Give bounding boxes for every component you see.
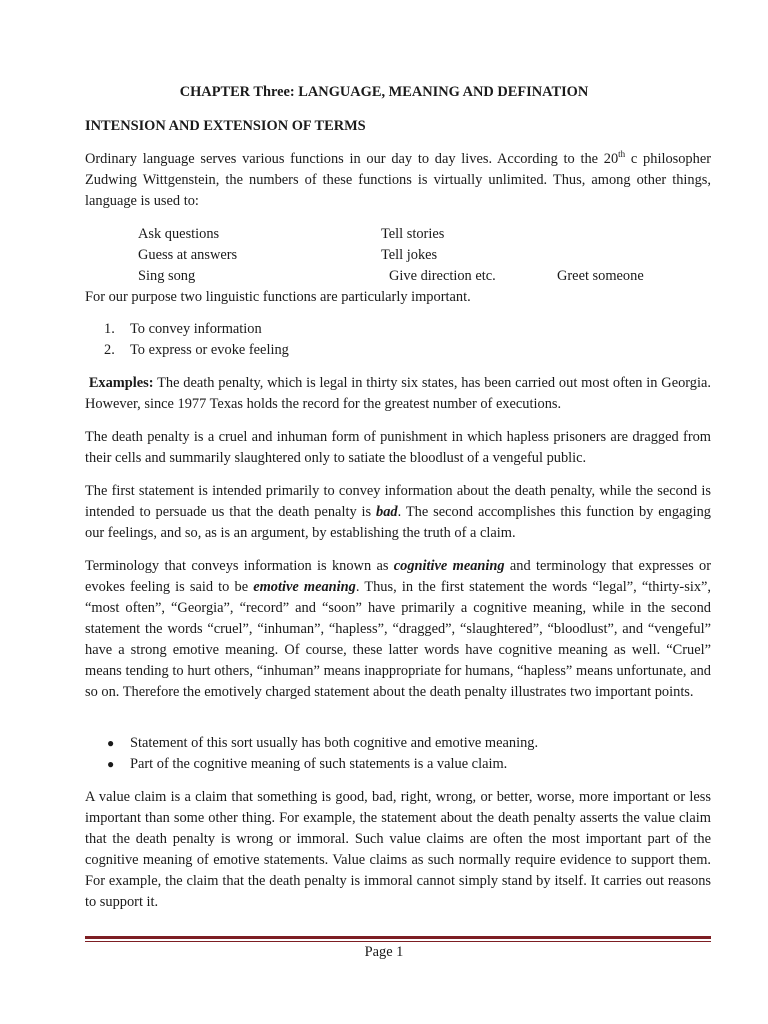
terminology-text-2: and terminology that expresses or evokes feeling is said to be <box>85 558 712 595</box>
use-greet-someone: Greet someone <box>557 268 644 284</box>
intro-superscript: th <box>618 149 626 160</box>
bullet-list <box>107 733 538 775</box>
intro-paragraph <box>85 149 711 212</box>
terminology-paragraph <box>85 556 711 703</box>
intro-text-2: c philosopher Zudwing Wittgenstein, the numbers of these functions is virtually unlimited. Thus, among other things, language is used to: <box>85 151 712 209</box>
chapter-title: CHAPTER Three: LANGUAGE, MEANING AND DEFINATION <box>179 84 589 100</box>
first-text-1: The first statement is intended primarily to convey information about the death penalty, while the second is intended to persuade us that the death penalty is <box>85 483 711 520</box>
section-heading: INTENSION AND EXTENSION OF TERMS <box>85 118 366 134</box>
first-statement-paragraph <box>85 481 711 544</box>
page-number: Page 1 <box>364 944 404 960</box>
functions-list <box>104 319 289 361</box>
bullet-icon: ● <box>107 736 115 750</box>
first-text-2: . The second accomplishes this function by engaging our feelings, and so, as is an argument, by establishing the truth of a claim. <box>85 504 711 541</box>
intro-text-1: Ordinary language serves various functions in our day to day lives. According to the 20 <box>85 151 619 167</box>
bullet-item <box>107 754 538 775</box>
list-item <box>104 340 289 361</box>
list-text: To express or evoke feeling <box>130 342 289 358</box>
value-claim-paragraph: A value claim is a claim that something is good, bad, right, wrong, or better, worse, more important or less important than some other thing. For example, the statement about the death penalty asserts the value claim that the death penalty is wrong or immoral. Such value claims are often the most important part of the cognitive meaning of emotive statements. Value claims as such normally require evidence to support them. For example, the claim that the death penalty is immoral cannot simply stand by itself. It carries out reasons to support it. <box>85 789 711 910</box>
purpose-line: For our purpose two linguistic functions are particularly important. <box>85 289 471 305</box>
bullet-item <box>107 733 538 754</box>
use-tell-jokes: Tell jokes <box>381 247 438 263</box>
use-tell-stories: Tell stories <box>381 226 445 242</box>
cognitive-meaning-term: cognitive meaning <box>393 558 505 574</box>
emotive-meaning-term: emotive meaning <box>253 579 356 595</box>
examples-paragraph <box>85 373 711 415</box>
bullet-text: Statement of this sort usually has both cognitive and emotive meaning. <box>130 735 539 751</box>
terminology-text-3: . Thus, in the first statement the words “legal”, “thirty-six”, “most often”, “Georgia”, “record” and “soon” have primarily a cognitive meaning, while in the second statement the words “cruel”, “inhuman”, “hapless”, “dragged”, “slaughtered”, “bloodlust”, and “vengeful” have a strong emotive meaning. Of course, these latter words have cognitive meaning as well. “Cruel” means tending to hurt others, “inhuman” means inappropriate for humans, “hapless” means unfortunate, and so on. Therefore the emotively charged statement about the death penalty illustrates two important points. <box>85 579 711 700</box>
bullet-text: Part of the cognitive meaning of such statements is a value claim. <box>130 756 508 772</box>
use-guess-answers: Guess at answers <box>138 247 238 263</box>
examples-label: Examples: <box>88 375 154 391</box>
terminology-text-1: Terminology that conveys information is known as <box>85 558 394 574</box>
list-text: To convey information <box>130 321 262 337</box>
footer-divider <box>85 936 711 942</box>
list-number: 1. <box>104 321 115 337</box>
use-sing-song: Sing song <box>138 268 196 284</box>
list-item <box>104 319 289 340</box>
use-give-direction: Give direction etc. <box>389 268 496 284</box>
cruel-paragraph: The death penalty is a cruel and inhuman form of punishment in which hapless prisoners are dragged from their cells and summarily slaughtered only to satiate the bloodlust of a vengeful public. <box>85 429 711 466</box>
bad-emphasis: bad <box>376 504 398 520</box>
examples-text: The death penalty, which is legal in thirty six states, has been carried out most often in Georgia. However, since 1977 Texas holds the record for the greatest number of executions. <box>85 375 711 412</box>
bullet-icon: ● <box>107 757 115 771</box>
list-number: 2. <box>104 342 115 358</box>
use-ask-questions: Ask questions <box>138 226 220 242</box>
